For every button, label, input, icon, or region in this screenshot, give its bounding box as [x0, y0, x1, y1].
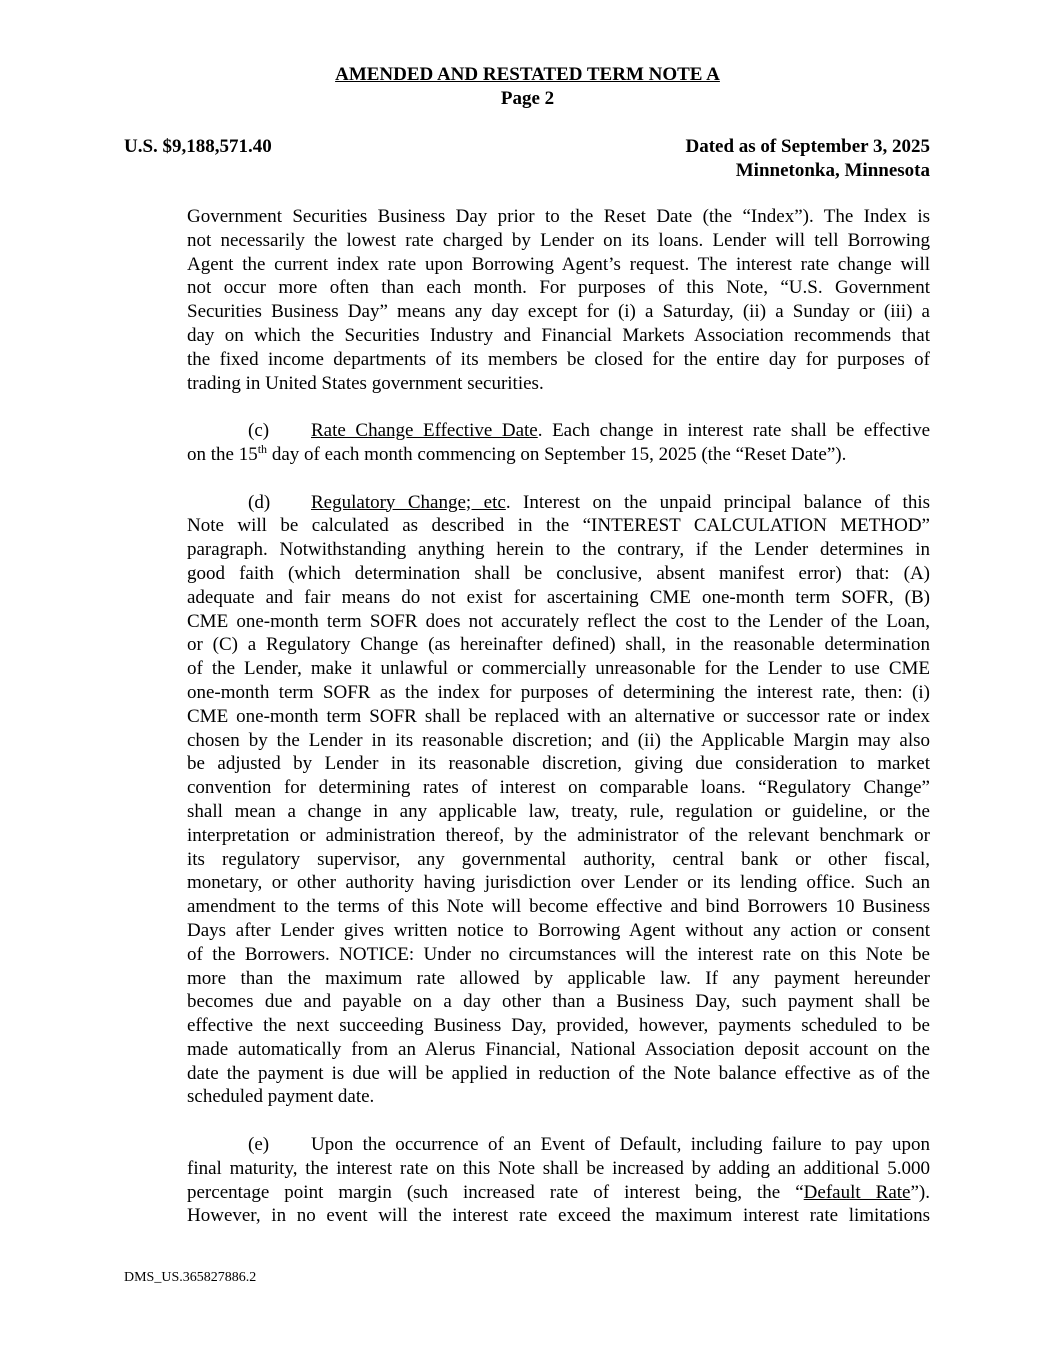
- document-title-text: AMENDED AND RESTATED TERM NOTE A: [335, 64, 720, 85]
- text-segment: CME one-month term SOFR does not accurately reflect the cost to the Lender of the Loan,: [187, 610, 930, 632]
- text-line: [187, 372, 930, 396]
- text-line: [187, 562, 930, 586]
- text-line: [187, 276, 930, 300]
- text-segment: scheduled payment date.: [187, 1086, 375, 1108]
- text-segment: However, in no event will the interest rate exceed the maximum interest rate limitations: [187, 1205, 930, 1227]
- text-segment: adequate and fair means do not exist for ascertaining CME one-month term SOFR, (B): [187, 586, 930, 608]
- text-segment: day on which the Securities Industry and Financial Markets Association recommends that: [187, 324, 930, 346]
- text-segment: chosen by the Lender in its reasonable discretion; and (ii) the Applicable Margin may also: [187, 729, 930, 751]
- text-line: [187, 705, 930, 729]
- text-line: [187, 1085, 930, 1109]
- text-segment: paragraph. Notwithstanding anything herein to the contrary, if the Lender determines in: [187, 539, 930, 561]
- text-segment: final maturity, the interest rate on this Note shall be increased by adding an additional 5.000: [187, 1157, 930, 1179]
- text-line: [187, 824, 930, 848]
- text-segment: good faith (which determination shall be conclusive, absent manifest error) that: (A): [187, 562, 930, 584]
- text-line: [187, 871, 930, 895]
- page-number: Page 2: [500, 88, 555, 109]
- text-segment: ”).: [910, 1181, 930, 1203]
- text-segment: Days after Lender gives written notice to Borrowing Agent without any action or consent: [187, 919, 930, 941]
- note-amount: U.S. $9,188,571.40: [124, 136, 272, 157]
- text-segment: . Each change in interest rate shall be effective: [537, 420, 931, 442]
- text-line: [187, 895, 930, 919]
- text-segment: not necessarily the lowest rate charged by Lender on its loans. Lender will tell Borrowing: [187, 229, 930, 251]
- note-date: Dated as of September 3, 2025: [685, 136, 930, 157]
- ordinal-superscript: th: [257, 441, 268, 456]
- text-line: [187, 1038, 930, 1062]
- text-segment: Government Securities Business Day prior to the Reset Date (the “Index”). The Index is: [187, 206, 930, 227]
- text-line: [187, 610, 930, 634]
- text-line: [187, 1133, 930, 1157]
- text-segment: Agent the current index rate upon Borrowing Agent’s request. The interest rate change will: [187, 253, 930, 275]
- text-segment: made automatically from an Alerus Financial, National Association deposit account on the: [187, 1038, 930, 1060]
- text-segment: shall mean a change in any applicable law, treaty, rule, regulation or guideline, or the: [187, 800, 930, 822]
- text-line: [187, 919, 930, 943]
- paragraph: [187, 491, 930, 1110]
- paragraph: [187, 205, 930, 395]
- text-segment: of the Lender, make it unlawful or commercially unreasonable for the Lender to use CME: [187, 658, 930, 680]
- text-line: [187, 1204, 930, 1228]
- paragraph: [187, 1133, 930, 1228]
- text-segment: one-month term SOFR as the index for purposes of determining the interest rate, then: (i): [187, 681, 930, 703]
- text-line: [187, 657, 930, 681]
- document-title: [0, 63, 1055, 86]
- text-line: [187, 681, 930, 705]
- text-line: [187, 348, 930, 372]
- text-segment: on the 15: [187, 443, 258, 465]
- text-line: [187, 800, 930, 824]
- text-line: [187, 443, 930, 467]
- text-segment: Securities Business Day” means any day except for (i) a Saturday, (ii) a Sunday or (iii) a: [187, 301, 930, 323]
- text-segment: the fixed income departments of its members be closed for the entire day for purposes of: [187, 348, 930, 370]
- paragraph-label: (d): [248, 491, 271, 513]
- text-line: [187, 990, 930, 1014]
- text-segment: date the payment is due will be applied in reduction of the Note balance effective as of the: [187, 1062, 930, 1084]
- text-line: [187, 419, 930, 443]
- text-segment: or (C) a Regulatory Change (as hereinafter defined) shall, in the reasonable determination: [187, 634, 930, 656]
- text-segment: day of each month commencing on September 15, 2025 (the “Reset Date”).: [267, 443, 847, 465]
- text-segment: of the Borrowers. NOTICE: Under no circumstances will the interest rate on this Note be: [187, 943, 930, 965]
- text-segment: its regulatory supervisor, any governmental authority, central bank or other fiscal,: [187, 848, 930, 870]
- text-line: [187, 967, 930, 991]
- text-line: [187, 633, 930, 657]
- text-line: [187, 324, 930, 348]
- text-segment: becomes due and payable on a day other than a Business Day, such payment shall be: [187, 991, 930, 1013]
- text-line: [187, 1181, 930, 1205]
- text-line: [187, 253, 930, 277]
- text-segment: Upon the occurrence of an Event of Default, including failure to pay upon: [311, 1134, 930, 1156]
- text-segment: be adjusted by Lender in its reasonable discretion, giving due consideration to market: [187, 753, 930, 775]
- text-segment: . Interest on the unpaid principal balance of this: [505, 491, 931, 513]
- text-line: [187, 229, 930, 253]
- text-line: [187, 1157, 930, 1181]
- text-line: [187, 205, 930, 229]
- text-segment: not occur more often than each month. For purposes of this Note, “U.S. Government: [187, 277, 930, 299]
- text-line: [187, 491, 930, 515]
- text-line: [187, 776, 930, 800]
- defined-term-heading: Regulatory Change; etc: [311, 491, 506, 513]
- text-segment: percentage point margin (such increased rate of interest being, the “: [187, 1181, 804, 1203]
- defined-term-heading: Default Rate: [803, 1181, 911, 1203]
- text-line: [187, 586, 930, 610]
- text-segment: trading in United States government securities.: [187, 372, 544, 394]
- text-line: [187, 1014, 930, 1038]
- text-line: [187, 848, 930, 872]
- text-segment: more than the maximum rate allowed by applicable law. If any payment hereunder: [187, 967, 930, 989]
- document-id-footer: DMS_US.365827886.2: [124, 1270, 257, 1285]
- paragraph-label: (c): [248, 420, 270, 442]
- note-place: Minnetonka, Minnesota: [735, 160, 930, 181]
- text-segment: effective the next succeeding Business Day, provided, however, payments scheduled to be: [187, 1015, 930, 1037]
- text-segment: Note will be calculated as described in the “INTEREST CALCULATION METHOD”: [187, 515, 930, 537]
- text-line: [187, 514, 930, 538]
- text-segment: monetary, or other authority having jurisdiction over Lender or its lending office. Such an: [187, 872, 930, 894]
- text-line: [187, 943, 930, 967]
- text-line: [187, 538, 930, 562]
- text-segment: amendment to the terms of this Note will become effective and bind Borrowers 10 Business: [187, 896, 930, 918]
- text-segment: convention for determining rates of interest on comparable loans. “Regulatory Change”: [187, 777, 930, 799]
- text-line: [187, 752, 930, 776]
- document-body: [187, 205, 930, 1252]
- text-line: [187, 1062, 930, 1086]
- paragraph-label: (e): [248, 1134, 270, 1156]
- paragraph: [187, 419, 930, 467]
- text-line: [187, 729, 930, 753]
- text-line: [187, 300, 930, 324]
- defined-term-heading: Rate Change Effective Date: [311, 420, 538, 442]
- text-segment: interpretation or administration thereof, by the administrator of the relevant benchmark or: [187, 824, 930, 846]
- text-segment: CME one-month term SOFR shall be replaced with an alternative or successor rate or index: [187, 705, 930, 727]
